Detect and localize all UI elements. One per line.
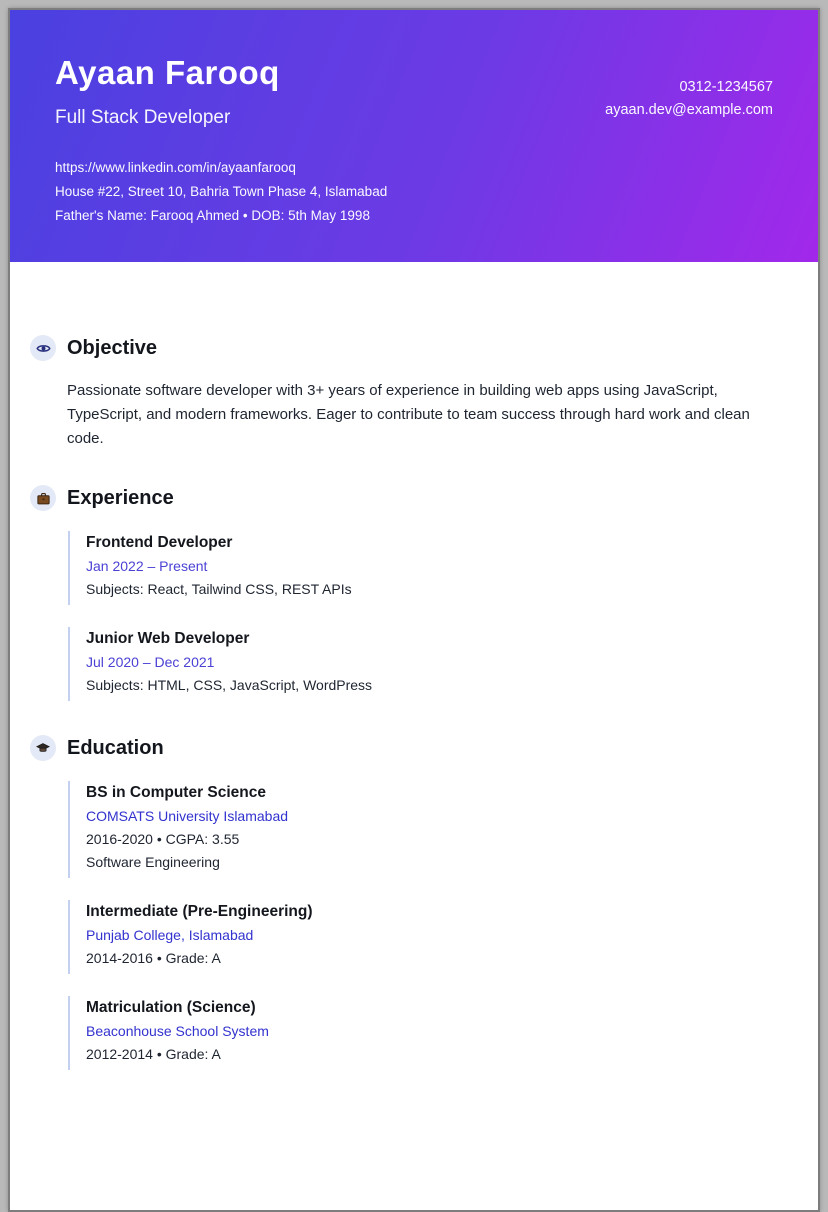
education-degree: Intermediate (Pre-Engineering) — [86, 903, 313, 920]
father-name-dob: Father's Name: Farooq Ahmed • DOB: 5th May 1998 — [55, 208, 370, 223]
experience-dates: Jan 2022 – Present — [86, 558, 208, 574]
experience-entry — [68, 531, 796, 605]
eye-icon — [30, 335, 56, 361]
education-institution: Beaconhouse School System — [86, 1023, 269, 1039]
objective-text: Passionate software developer with 3+ years of experience in building web apps using JavaScript, TypeScript, and modern frameworks. Eager to contribute to team success through hard work and clean code. — [67, 382, 750, 447]
experience-subjects: Subjects: React, Tailwind CSS, REST APIs — [86, 581, 352, 597]
resume-header — [10, 10, 818, 262]
experience-role: Frontend Developer — [86, 534, 233, 551]
education-degree: Matriculation (Science) — [86, 999, 256, 1016]
experience-heading-row — [30, 485, 796, 511]
education-field: Software Engineering — [86, 854, 220, 870]
experience-entry — [68, 627, 796, 701]
resume-body — [10, 262, 818, 1070]
education-institution: COMSATS University Islamabad — [86, 808, 289, 824]
header-details — [55, 156, 773, 228]
experience-title: Experience — [67, 486, 174, 509]
resume-page — [8, 8, 820, 1212]
section-experience — [30, 485, 796, 701]
person-name: Ayaan Farooq — [55, 54, 280, 91]
experience-role: Junior Web Developer — [86, 630, 250, 647]
graduation-cap-icon — [30, 735, 56, 761]
section-education — [30, 735, 796, 1070]
education-entry — [68, 900, 796, 974]
education-entry — [68, 996, 796, 1070]
section-objective — [30, 335, 796, 451]
objective-title: Objective — [67, 336, 158, 359]
education-heading-row — [30, 735, 796, 761]
home-address: House #22, Street 10, Bahria Town Phase 4, Islamabad — [55, 184, 388, 199]
phone-number: 0312-1234567 — [679, 79, 773, 95]
objective-heading-row — [30, 335, 796, 361]
education-details: 2014-2016 • Grade: A — [86, 950, 221, 966]
education-title: Education — [67, 736, 164, 759]
education-details: 2016-2020 • CGPA: 3.55 — [86, 831, 240, 847]
education-details: 2012-2014 • Grade: A — [86, 1046, 221, 1062]
experience-entries — [68, 531, 796, 701]
education-entries — [68, 781, 796, 1070]
job-title: Full Stack Developer — [55, 107, 231, 128]
experience-subjects: Subjects: HTML, CSS, JavaScript, WordPress — [86, 677, 373, 693]
email-address: ayaan.dev@example.com — [605, 102, 773, 118]
linkedin-url[interactable]: https://www.linkedin.com/in/ayaanfarooq — [55, 160, 296, 175]
contact-block — [605, 76, 773, 122]
education-institution: Punjab College, Islamabad — [86, 927, 254, 943]
briefcase-icon — [30, 485, 56, 511]
experience-dates: Jul 2020 – Dec 2021 — [86, 654, 215, 670]
education-entry — [68, 781, 796, 878]
education-degree: BS in Computer Science — [86, 784, 267, 801]
